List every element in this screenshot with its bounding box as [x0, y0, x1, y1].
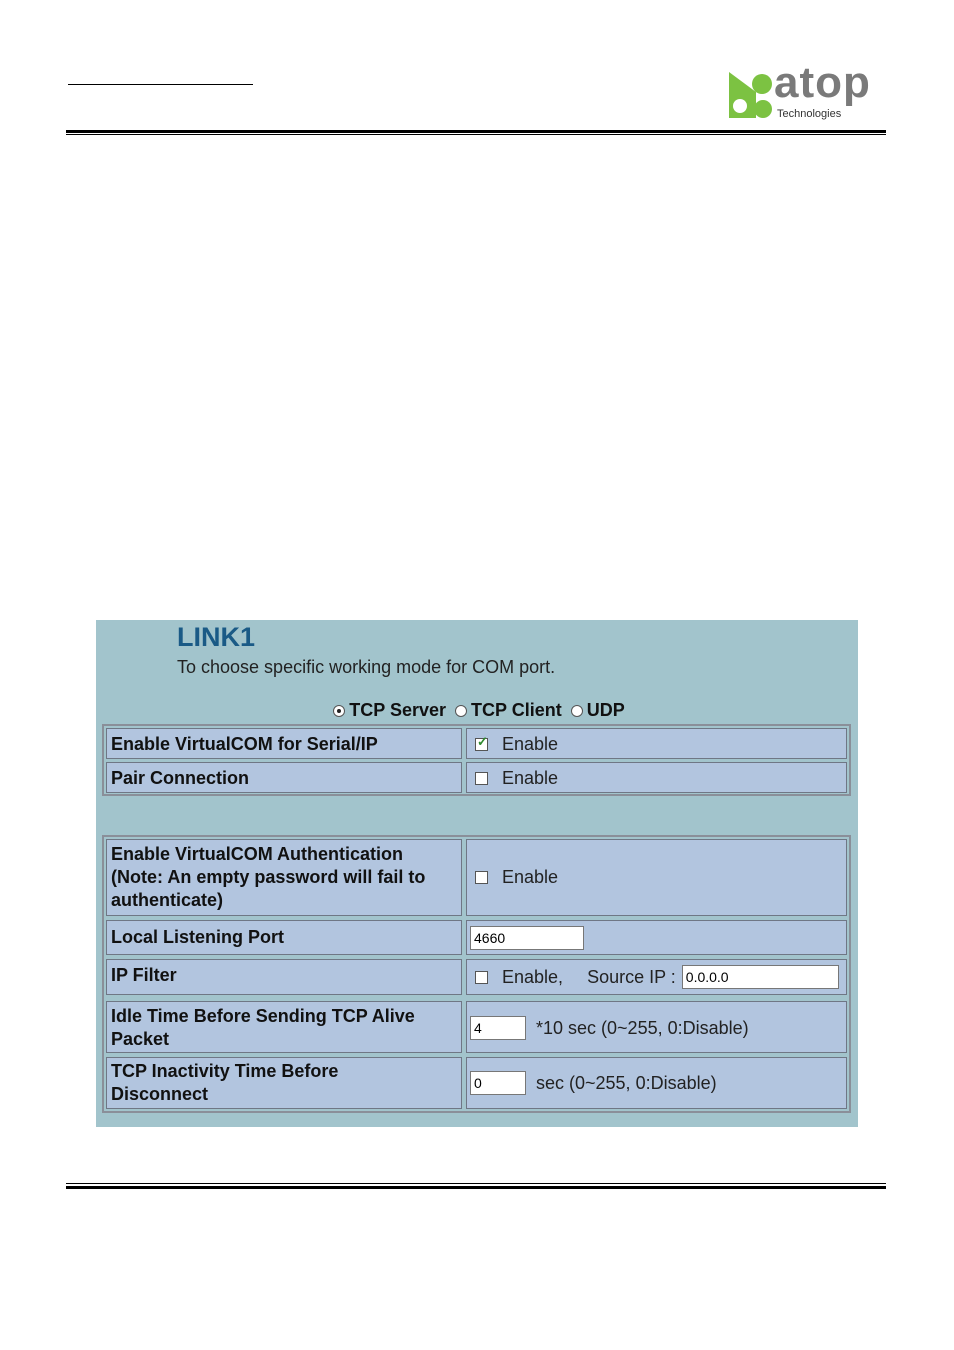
table-row-authentication: [106, 839, 847, 916]
idle-time-label-line1: Idle Time Before Sending TCP Alive: [111, 1006, 415, 1026]
panel-title: LINK1: [177, 622, 256, 652]
table-row-local-port: [106, 920, 847, 955]
pair-connection-label: Pair Connection: [111, 768, 250, 788]
pair-connection-checkbox[interactable]: [475, 772, 488, 785]
logo-brand-text: atop: [774, 58, 871, 107]
ip-filter-label: IP Filter: [111, 965, 177, 985]
inactivity-time-unit: sec (0~255, 0:Disable): [536, 1072, 717, 1093]
idle-time-label-line2: Packet: [111, 1029, 170, 1049]
inactivity-label-line2: Disconnect: [111, 1084, 209, 1104]
mode-label-tcp-server: TCP Server: [349, 700, 446, 720]
panel-subtitle: To choose specific working mode for COM port.: [177, 657, 556, 677]
radio-tcp-server[interactable]: [333, 705, 345, 717]
mode-option-tcp-server[interactable]: [333, 700, 446, 721]
inactivity-time-input[interactable]: 0: [470, 1071, 526, 1095]
virtualcom-label: Enable VirtualCOM for Serial/IP: [111, 734, 378, 754]
mode-label-udp: UDP: [586, 700, 625, 720]
local-port-input[interactable]: 4660: [470, 926, 584, 950]
pair-connection-enable-text: Enable: [502, 768, 559, 788]
source-ip-input[interactable]: 0.0.0.0: [682, 965, 839, 989]
header-rule: [66, 130, 886, 135]
auth-enable-text: Enable: [502, 867, 559, 887]
footer-rule: [66, 1183, 886, 1189]
radio-udp[interactable]: [571, 705, 583, 717]
logo-tagline: Technologies: [777, 108, 842, 120]
atop-logo-mark-icon: [726, 70, 774, 120]
table-row-idle-time: [106, 1001, 847, 1053]
atop-logo: [726, 58, 886, 122]
mode-selector: [96, 700, 858, 722]
table-row-inactivity-time: [106, 1057, 847, 1109]
table-row-ip-filter: [106, 959, 847, 995]
virtualcom-checkbox[interactable]: [475, 738, 488, 751]
local-port-label: Local Listening Port: [111, 927, 285, 947]
source-ip-label: Source IP :: [587, 966, 676, 987]
virtualcom-enable-text: Enable: [502, 734, 559, 754]
header-short-rule: [68, 84, 253, 85]
link-settings-table: [102, 724, 851, 796]
mode-label-tcp-client: TCP Client: [471, 700, 562, 720]
auth-checkbox[interactable]: [475, 871, 488, 884]
mode-option-udp[interactable]: [571, 700, 625, 721]
link1-panel: [96, 620, 858, 1127]
mode-option-tcp-client[interactable]: [455, 700, 562, 721]
idle-time-input[interactable]: 4: [470, 1016, 526, 1040]
idle-time-unit: *10 sec (0~255, 0:Disable): [536, 1017, 749, 1038]
connection-settings-table: [102, 835, 851, 1113]
auth-label-line1: Enable VirtualCOM Authentication: [111, 844, 404, 864]
inactivity-label-line1: TCP Inactivity Time Before: [111, 1061, 339, 1081]
table-row-pair-connection: [106, 762, 847, 793]
table-row-virtualcom: [106, 728, 847, 759]
radio-tcp-client[interactable]: [455, 705, 467, 717]
auth-label-line2: (Note: An empty password will fail to: [111, 867, 426, 887]
ip-filter-enable-text: Enable,: [502, 966, 564, 987]
ip-filter-checkbox[interactable]: [475, 971, 488, 984]
auth-label-line3: authenticate): [111, 890, 224, 910]
